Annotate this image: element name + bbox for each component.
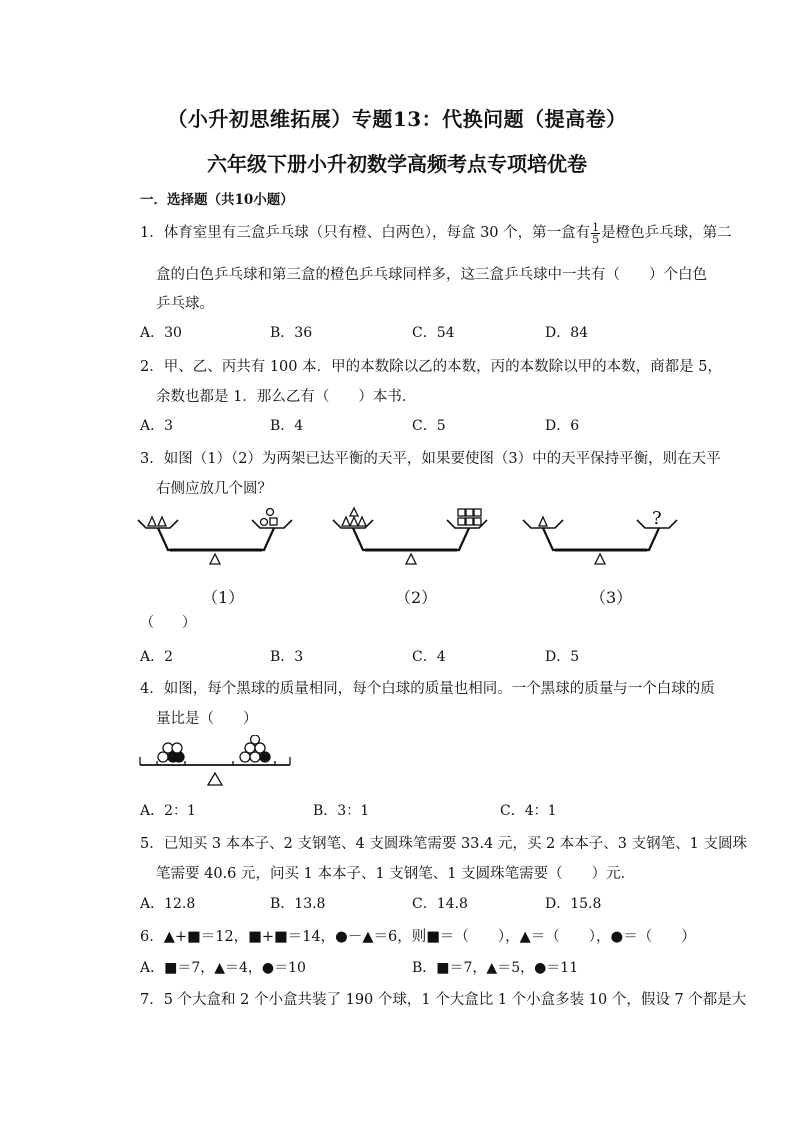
document-title: （小升初思维拓展）专题13：代换问题（提高卷）	[167, 107, 627, 131]
balance-scale-2	[333, 508, 487, 564]
question-3-option-a: A．2	[140, 649, 174, 665]
balance-scale-1	[138, 509, 292, 565]
ball-balance-figure	[135, 735, 295, 790]
question-6-option-b: B．■＝7，▲＝5，●＝11	[412, 960, 579, 976]
question-2-line-1: 2．甲、乙、丙共有 100 本．甲的本数除以乙的本数，丙的本数除以甲的本数，商都是 5，	[140, 359, 722, 375]
question-4-line-1: 4．如图，每个黑球的质量相同，每个白球的质量也相同。一个黑球的质量与一个白球的质	[140, 681, 715, 697]
scale-1-caption: （1）	[202, 588, 245, 607]
question-5-line-1: 5．已知买 3 本本子、2 支钢笔、4 支圆珠笔需要 33.4 元，买 2 本本子、3 支钢笔、1 支圆珠	[140, 836, 747, 852]
scale-3-caption: （3）	[590, 588, 633, 607]
question-5-option-d: D．15.8	[545, 896, 602, 912]
question-1-option-c: C．54	[412, 325, 455, 341]
question-3-option-d: D．5	[545, 649, 580, 665]
question-2-option-c: C．5	[412, 418, 446, 434]
question-1-text-a: 1．体育室里有三盒乒乓球（只有橙、白两色），每盒 30 个，第一盒有	[140, 225, 591, 241]
scale-2-caption: （2）	[395, 588, 438, 607]
question-5-option-a: A．12.8	[140, 896, 196, 912]
question-1-line-2: 盒的白色乒乓球和第三盒的橙色乒乓球同样多，这三盒乒乓球中一共有（ ）个白色	[156, 267, 707, 283]
question-5-line-2: 笔需要 40.6 元，问买 1 本本子、1 支钢笔、1 支圆珠笔需要（ ）元．	[156, 866, 636, 882]
balance-scales-figure	[130, 500, 690, 615]
question-6-option-a: A．■＝7，▲＝4，●＝10	[140, 960, 306, 976]
question-3-answer-blank: （ ）	[140, 615, 196, 631]
question-4-option-c: C．4：1	[500, 803, 557, 819]
question-5-option-c: C．14.8	[412, 896, 468, 912]
question-1-text-b: 是橙色乒乓球，第二	[601, 225, 732, 241]
question-4-option-b: B．3：1	[313, 803, 370, 819]
question-1-option-a: A．30	[140, 325, 182, 341]
question-3-option-b: B．3	[270, 649, 304, 665]
question-3-line-2: 右侧应放几个圆？	[156, 481, 272, 497]
fraction-one-fifth	[591, 222, 600, 245]
document-subtitle: 六年级下册小升初数学高频考点专项培优卷	[207, 152, 587, 176]
fraction-numerator: 1	[592, 220, 600, 234]
question-4-line-2: 量比是（ ）	[156, 711, 258, 727]
scale-3-question-mark: ?	[652, 508, 662, 529]
question-1-line-3: 乒乓球。	[156, 296, 214, 312]
question-2-line-2: 余数也都是 1．那么乙有（ ）本书．	[156, 389, 417, 405]
question-3-line-1: 3．如图（1）（2）为两架已达平衡的天平，如果要使图（3）中的天平保持平衡，则在天平	[140, 451, 721, 467]
question-1-option-d: D．84	[545, 325, 589, 341]
question-1-option-b: B．36	[270, 325, 313, 341]
question-7-line-1: 7．5 个大盒和 2 个小盒共装了 190 个球，1 个大盒比 1 个小盒多装 10 个，假设 7 个都是大	[140, 992, 747, 1008]
question-3-option-c: C．4	[412, 649, 446, 665]
question-1-line-1	[140, 221, 732, 245]
question-2-option-b: B．4	[270, 418, 304, 434]
question-6-line-1: 6．▲+■＝12，■+■＝14，●－▲＝6，则■＝（ ），▲＝（ ），●＝（ ）	[140, 929, 696, 945]
question-2-option-d: D．6	[545, 418, 580, 434]
fraction-denominator: 5	[592, 232, 600, 246]
question-5-option-b: B．13.8	[270, 896, 326, 912]
question-4-option-a: A．2：1	[140, 803, 196, 819]
question-2-option-a: A．3	[140, 418, 174, 434]
section-heading: 一．选择题（共10小题）	[140, 192, 294, 208]
